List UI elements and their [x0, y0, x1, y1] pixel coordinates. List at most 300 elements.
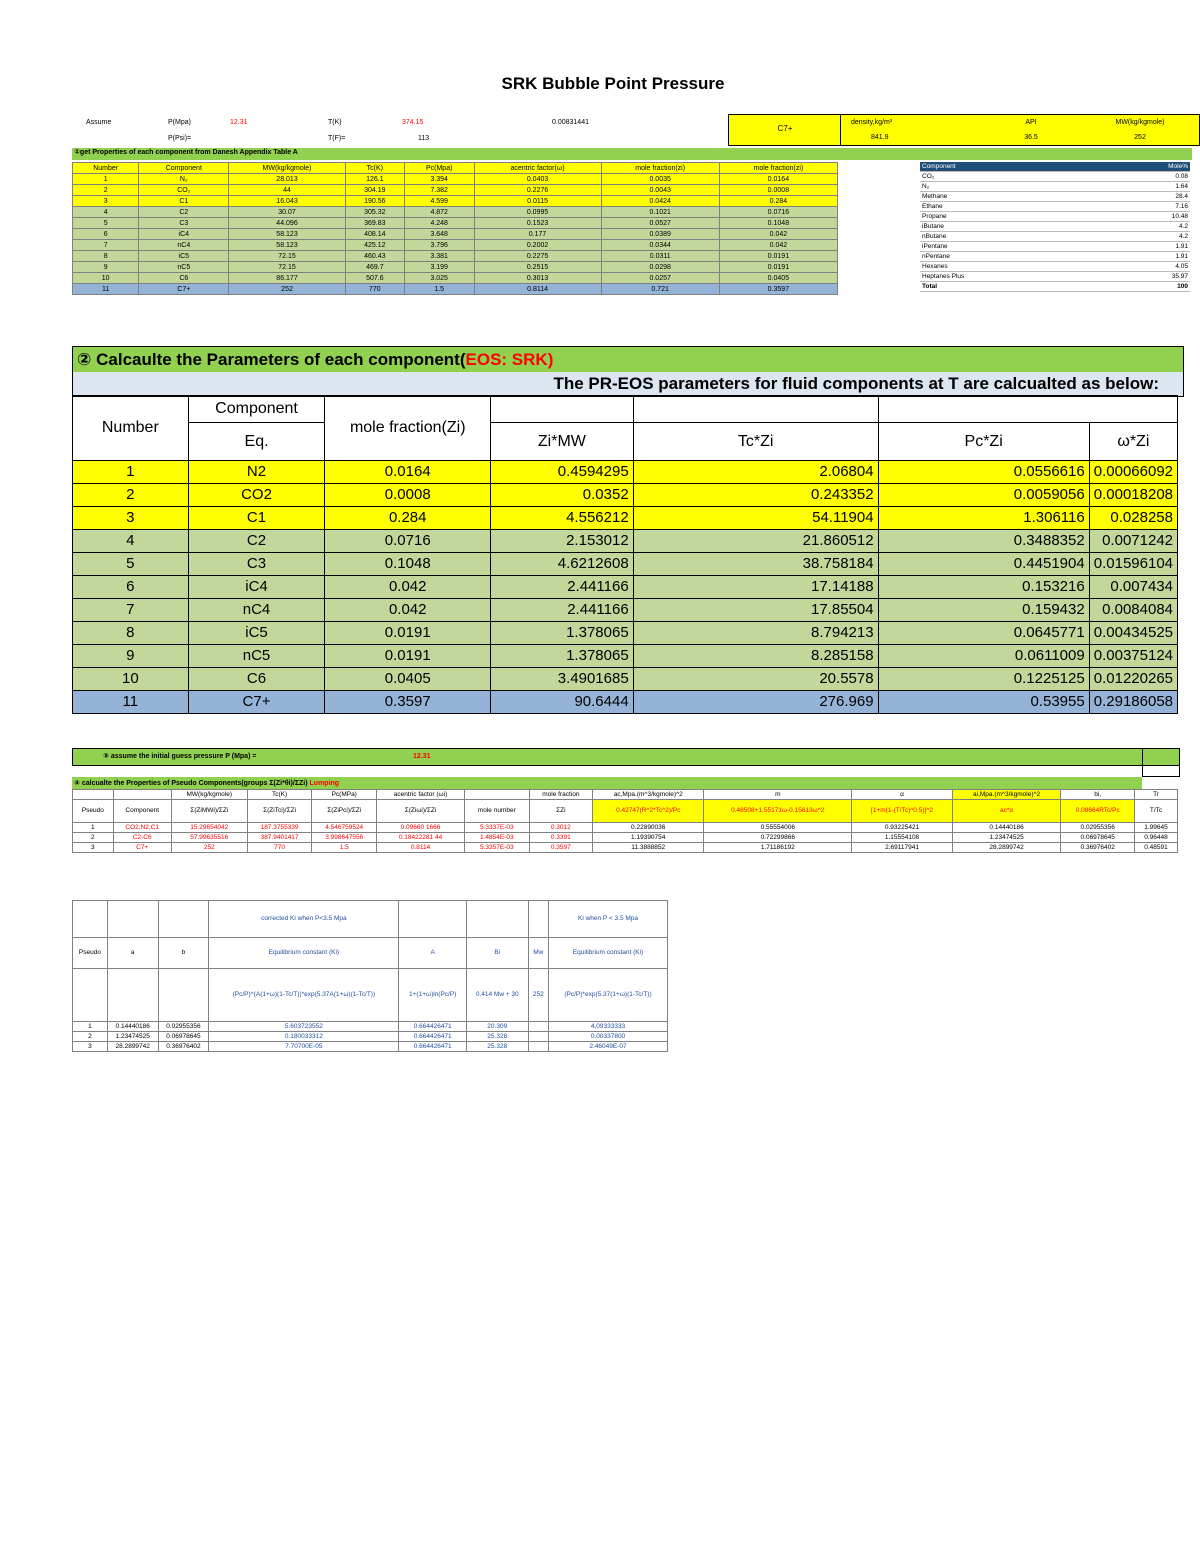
eos-cell: C6 [188, 668, 325, 691]
table-cell: 0.1523 [474, 218, 601, 229]
equilibrium-header-cell [399, 901, 466, 938]
eos-cell: 0.159432 [878, 599, 1089, 622]
composition-cell: Hexanes [920, 262, 1098, 272]
eos-cell: 54.11904 [633, 507, 878, 530]
pseudo-header-cell: m [704, 790, 852, 800]
table-cell: 0.2275 [474, 251, 601, 262]
eos-cell: 0.00066092 [1089, 461, 1177, 484]
equilibrium-cell: 0.36976402 [158, 1042, 209, 1052]
eos-cell: 11 [73, 691, 189, 714]
table-cell: 44.096 [229, 218, 346, 229]
eos-cell: 21.860512 [633, 530, 878, 553]
header-w-zi: ω*Zi [1089, 423, 1177, 461]
composition-cell: nPentane [920, 252, 1098, 262]
composition-cell: Methane [920, 192, 1098, 202]
composition-cell: N₂ [920, 182, 1098, 192]
pseudo-cell: 11.3888852 [593, 843, 704, 853]
mw-value: 252 [1134, 134, 1146, 141]
table-row [73, 218, 838, 229]
eos-cell: 0.0008 [325, 484, 491, 507]
pseudo-header-cell: Tc(K) [247, 790, 312, 800]
equilibrium-header-cell: Mw [528, 938, 548, 969]
equilibrium-cell: 0.14440186 [107, 1022, 158, 1032]
equilibrium-header-cell [528, 901, 548, 938]
density-value: 841.9 [871, 134, 889, 141]
equilibrium-cell: 4.09333333 [549, 1022, 668, 1032]
equilibrium-header-cell [466, 901, 528, 938]
composition-row [920, 232, 1190, 242]
equilibrium-cell: 20.309 [466, 1022, 528, 1032]
table-row [73, 174, 838, 185]
eos-cell: 3.4901685 [491, 668, 634, 691]
equilibrium-cell: 5.603723552 [209, 1022, 399, 1032]
table-cell: 0.042 [719, 240, 837, 251]
table-cell: 0.0008 [719, 185, 837, 196]
table-cell: 9 [73, 262, 139, 273]
pseudo-cell: 28.2899742 [952, 843, 1061, 853]
equilibrium-cell: 2 [73, 1032, 108, 1042]
section-2-title-bar [72, 346, 1184, 374]
eos-cell: 276.969 [633, 691, 878, 714]
pseudo-header-cell: acentric factor (ωi) [377, 790, 465, 800]
equilibrium-cell: 2.46049E-07 [549, 1042, 668, 1052]
pseudo-cell: 0.09660 1666 [377, 823, 465, 833]
table-cell: 0.0389 [601, 229, 719, 240]
composition-row [920, 212, 1190, 222]
eos-row [73, 530, 1178, 553]
header-cell: MW(kg/kgmole) [229, 163, 346, 174]
pseudo-cell: 2 [73, 833, 114, 843]
pseudo-cell: 1.4854E-03 [465, 833, 530, 843]
eos-cell: 0.042 [325, 599, 491, 622]
eos-cell: 8.285158 [633, 645, 878, 668]
mw-label: MW(kg/kgmole) [1115, 119, 1165, 126]
table-cell: 7 [73, 240, 139, 251]
pseudo-cell: 252 [171, 843, 247, 853]
table-cell: C1 [139, 196, 229, 207]
pseudo-header-cell: mole fraction [529, 790, 593, 800]
equilibrium-header-cell: (Pc/P)*exp(5.37(1+ω)(1-Tc/T)) [549, 969, 668, 1022]
equilibrium-cell [528, 1042, 548, 1052]
equilibrium-table [72, 900, 668, 1052]
eos-cell: 0.00018208 [1089, 484, 1177, 507]
pseudo-subheader-cell: Component [113, 800, 171, 823]
composition-row [920, 282, 1190, 292]
pseudo-cell: 0.48591 [1135, 843, 1178, 853]
table-cell: 0.0403 [474, 174, 601, 185]
composition-cell: Propane [920, 212, 1098, 222]
composition-cell: iPentane [920, 242, 1098, 252]
table-cell: 0.0311 [601, 251, 719, 262]
composition-cell: Ethane [920, 202, 1098, 212]
equilibrium-header-row [73, 901, 668, 938]
r-value: 0.00831441 [552, 119, 589, 126]
composition-row [920, 182, 1190, 192]
equilibrium-header-row [73, 969, 668, 1022]
t-k-label: T(K) [328, 119, 342, 126]
table-cell: 0.721 [601, 284, 719, 295]
pseudo-cell: 5.3337E-03 [465, 823, 530, 833]
eos-cell: 7 [73, 599, 189, 622]
table-row [73, 240, 838, 251]
pseudo-cell: 15.29654042 [171, 823, 247, 833]
eos-cell: 6 [73, 576, 189, 599]
eos-cell: 0.243352 [633, 484, 878, 507]
table-cell: CO₂ [139, 185, 229, 196]
equilibrium-header-cell [158, 969, 209, 1022]
equilibrium-header-cell: Bi [466, 938, 528, 969]
eos-cell: iC5 [188, 622, 325, 645]
eos-cell: 4 [73, 530, 189, 553]
pseudo-cell: 1.23474525 [952, 833, 1061, 843]
table-cell: 190.56 [345, 196, 404, 207]
equilibrium-cell: 25.328 [466, 1032, 528, 1042]
table-cell: 369.83 [345, 218, 404, 229]
table-cell: 0.1048 [719, 218, 837, 229]
eos-cell: 0.0352 [491, 484, 634, 507]
pseudo-props-bar [72, 777, 1142, 789]
table-row [73, 185, 838, 196]
pseudo-subheader-cell: 0.48508+1.55171ω-0.15613ω^2 [704, 800, 852, 823]
composition-row [920, 252, 1190, 262]
table-cell: 5 [73, 218, 139, 229]
table-cell: 0.0035 [601, 174, 719, 185]
eos-cell: 0.53955 [878, 691, 1089, 714]
composition-cell: 28.4 [1098, 192, 1190, 202]
pseudo-subheader-cell: Σ(Ziωi)/ΣZi [377, 800, 465, 823]
table-cell: 0.177 [474, 229, 601, 240]
composition-cell: 7.16 [1098, 202, 1190, 212]
equilibrium-header-cell: (Pc/P)^(A(1+ω)(1-Tc/T))*exp(5.37A(1+ω)(1-Tc/T)) [209, 969, 399, 1022]
eos-cell: CO2 [188, 484, 325, 507]
pseudo-header-cell: MW(kg/kgmole) [171, 790, 247, 800]
table-cell: 3.648 [404, 229, 474, 240]
eos-cell: 38.758184 [633, 553, 878, 576]
table-cell: 72.15 [229, 262, 346, 273]
table-cell: 0.0344 [601, 240, 719, 251]
table-cell: 11 [73, 284, 139, 295]
eos-cell: 0.153216 [878, 576, 1089, 599]
equilibrium-header-cell: corrected Ki when P<3.5 Mpa [209, 901, 399, 938]
pseudo-cell: 770 [247, 843, 312, 853]
table-cell: 3.796 [404, 240, 474, 251]
table-cell: 0.0191 [719, 262, 837, 273]
eos-cell: 0.0556616 [878, 461, 1089, 484]
composition-cell: CO₂ [920, 172, 1098, 182]
table-cell: C3 [139, 218, 229, 229]
pseudo-cell: 57.99635516 [171, 833, 247, 843]
eos-cell: C7+ [188, 691, 325, 714]
eos-cell: 0.0059056 [878, 484, 1089, 507]
eos-cell: 0.1048 [325, 553, 491, 576]
table-cell: 0.3013 [474, 273, 601, 284]
eos-cell: 0.0191 [325, 645, 491, 668]
section-2-title-main: ② Calcaulte the Parameters of each component( [77, 350, 466, 369]
header-blank-2 [633, 396, 878, 423]
eos-cell: 0.1225125 [878, 668, 1089, 691]
pseudo-cell: 0.55554006 [704, 823, 852, 833]
table-cell: 0.0995 [474, 207, 601, 218]
eos-cell: 1.378065 [491, 645, 634, 668]
step-1-bar: ①get Properties of each component from Danesh Appendix Table A [72, 148, 1192, 160]
table-cell: 1.5 [404, 284, 474, 295]
composition-row [920, 172, 1190, 182]
table-row [73, 251, 838, 262]
pseudo-header-cell: ac,Mpa.(m^3/kgmole)^2 [593, 790, 704, 800]
eos-row [73, 645, 1178, 668]
pseudo-cell: 0.02955356 [1061, 823, 1135, 833]
table-cell: 3.394 [404, 174, 474, 185]
pseudo-cell: 0.96448 [1135, 833, 1178, 843]
table-cell: 126.1 [345, 174, 404, 185]
composition-row [920, 242, 1190, 252]
table-cell: 460.43 [345, 251, 404, 262]
eos-cell: 1.306116 [878, 507, 1089, 530]
table-cell: C2 [139, 207, 229, 218]
table-cell: 507.6 [345, 273, 404, 284]
eos-cell: iC4 [188, 576, 325, 599]
eos-row [73, 599, 1178, 622]
table-cell: 58.123 [229, 229, 346, 240]
assume-pressure-value: 12.31 [413, 753, 431, 760]
pseudo-subheader-cell: 0.08664RTc/Pc [1061, 800, 1135, 823]
table-cell: 0.0424 [601, 196, 719, 207]
eos-cell: nC5 [188, 645, 325, 668]
equilibrium-row [73, 1022, 668, 1032]
equilibrium-header-cell: a [107, 938, 158, 969]
pseudo-subheader-cell: [1+m(1-(T/Tc)^0.5)]^2 [852, 800, 953, 823]
aux-box [1142, 748, 1180, 777]
eos-row [73, 668, 1178, 691]
pseudo-cell: 3.998647556 [312, 833, 377, 843]
pseudo-cell: 0.8114 [377, 843, 465, 853]
table-cell: 770 [345, 284, 404, 295]
equilibrium-header-cell: 1+(1+ω)ln(Pc/P) [399, 969, 466, 1022]
eos-cell: 0.01220265 [1089, 668, 1177, 691]
table-cell: 425.12 [345, 240, 404, 251]
table-cell: 0.284 [719, 196, 837, 207]
pseudo-cell: 1 [73, 823, 114, 833]
equilibrium-header-cell: Equilibrium constant (Ki) [549, 938, 668, 969]
pseudo-subheader-cell: mole number [465, 800, 530, 823]
eos-cell: 0.00375124 [1089, 645, 1177, 668]
equilibrium-cell [528, 1032, 548, 1042]
equilibrium-cell: 0.664426471 [399, 1022, 466, 1032]
table-cell: 58.123 [229, 240, 346, 251]
table-cell: 72.15 [229, 251, 346, 262]
pseudo-row [73, 833, 1178, 843]
header-blank-3 [878, 396, 1177, 423]
pseudo-cell: 0.22890036 [593, 823, 704, 833]
assume-pressure-bar [72, 748, 1180, 766]
table-cell: nC4 [139, 240, 229, 251]
table-cell: 0.0527 [601, 218, 719, 229]
table-cell: 3.199 [404, 262, 474, 273]
composition-cell: 100 [1098, 282, 1190, 292]
eos-cell: 0.00434525 [1089, 622, 1177, 645]
table-cell: 0.2002 [474, 240, 601, 251]
pseudo-header-cell: Tr [1135, 790, 1178, 800]
eos-cell: C3 [188, 553, 325, 576]
header-cell: Component [139, 163, 229, 174]
equilibrium-header-cell [158, 901, 209, 938]
eos-cell: 0.0405 [325, 668, 491, 691]
equilibrium-header-cell [73, 969, 108, 1022]
table-cell: nC5 [139, 262, 229, 273]
eos-cell: 0.0716 [325, 530, 491, 553]
eos-cell: 17.85504 [633, 599, 878, 622]
pseudo-cell: 2.69117941 [852, 843, 953, 853]
pseudo-cell: 0.36976402 [1061, 843, 1135, 853]
eos-cell: 0.0071242 [1089, 530, 1177, 553]
composition-header-cell: Component [920, 162, 1098, 172]
eos-cell: 0.4451904 [878, 553, 1089, 576]
eos-cell: 2.441166 [491, 599, 634, 622]
table-cell: 3.025 [404, 273, 474, 284]
section-2-subtitle: The PR-EOS parameters for fluid components at T are calcualted as below: [553, 374, 1159, 393]
pseudo-cell: 4.546759524 [312, 823, 377, 833]
table-cell: 469.7 [345, 262, 404, 273]
header-zi-mw: Zi*MW [491, 423, 634, 461]
pseudo-cell: C7+ [113, 843, 171, 853]
equilibrium-header-cell: Ki when P < 3.5 Mpa [549, 901, 668, 938]
table-cell: 0.0164 [719, 174, 837, 185]
table-row [73, 284, 838, 295]
equilibrium-header-cell [73, 901, 108, 938]
eos-cell: 0.0191 [325, 622, 491, 645]
table-row [73, 229, 838, 240]
table-cell: 0.8114 [474, 284, 601, 295]
table-cell: 0.0405 [719, 273, 837, 284]
composition-table [920, 162, 1190, 292]
composition-row [920, 192, 1190, 202]
table-row [73, 196, 838, 207]
eos-cell: 2.153012 [491, 530, 634, 553]
eos-cell: 17.14188 [633, 576, 878, 599]
header-number: Number [73, 396, 189, 461]
pseudo-subheader-cell: ΣZi [529, 800, 593, 823]
pseudo-subheader-cell: Pseudo [73, 800, 114, 823]
pseudo-components-table [72, 789, 1178, 853]
eos-cell: 0.028258 [1089, 507, 1177, 530]
pseudo-subheader-cell: Σ(ZiPci)/ΣZi [312, 800, 377, 823]
c7-label: C7+ [777, 124, 793, 133]
eos-row [73, 461, 1178, 484]
eos-cell: nC4 [188, 599, 325, 622]
pseudo-cell: CO2,N2,C1 [113, 823, 171, 833]
pseudo-cell: 187.3755339 [247, 823, 312, 833]
p-mpa-value: 12.31 [230, 119, 248, 126]
equilibrium-cell: 3 [73, 1042, 108, 1052]
eos-row [73, 622, 1178, 645]
composition-cell: 1.91 [1098, 242, 1190, 252]
pseudo-cell: 387.9401417 [247, 833, 312, 843]
pseudo-row [73, 843, 1178, 853]
t-k-value: 374.15 [402, 119, 424, 126]
equilibrium-cell: 0.664426471 [399, 1032, 466, 1042]
eos-cell: 0.4594295 [491, 461, 634, 484]
pseudo-cell: 5.3357E-03 [465, 843, 530, 853]
eos-cell: C2 [188, 530, 325, 553]
header-cell: Pc(Mpa) [404, 163, 474, 174]
section-2-subtitle-bar [72, 372, 1184, 397]
table-cell: 8 [73, 251, 139, 262]
equilibrium-cell: 28.2899742 [107, 1042, 158, 1052]
component-properties-table [72, 162, 838, 295]
pseudo-header-cell: ai,Mpa.(m^3/kgmole)^2 [952, 790, 1061, 800]
table-cell: 0.0043 [601, 185, 719, 196]
pseudo-subheader-cell: T/Tc [1135, 800, 1178, 823]
equilibrium-cell: 0.00337800 [549, 1032, 668, 1042]
pseudo-cell: 0.18422281 44 [377, 833, 465, 843]
eos-cell: 1 [73, 461, 189, 484]
equilibrium-cell: 0.664426471 [399, 1042, 466, 1052]
header-cell: Tc(K) [345, 163, 404, 174]
eos-cell: 0.01596104 [1089, 553, 1177, 576]
pseudo-row [73, 823, 1178, 833]
table-cell: 30.07 [229, 207, 346, 218]
pseudo-props-text: ④ calcualte the Properties of Pseudo Components(groups Σ(Zi*θi)/ΣZi) [74, 780, 308, 787]
equilibrium-cell [528, 1022, 548, 1032]
table-cell: 305.32 [345, 207, 404, 218]
pseudo-cell: 0.14440186 [952, 823, 1061, 833]
pseudo-cell: 0.3391 [529, 833, 593, 843]
equilibrium-cell: 7.70700E-05 [209, 1042, 399, 1052]
pseudo-header-sub [73, 800, 1178, 823]
eos-cell: N2 [188, 461, 325, 484]
assume-label: Assume [86, 119, 112, 126]
eos-parameters-table [72, 395, 1178, 714]
eos-cell: 20.5578 [633, 668, 878, 691]
eos-cell: 0.3597 [325, 691, 491, 714]
composition-cell: 0.08 [1098, 172, 1190, 182]
section-2-title-eos: EOS: SRK) [465, 350, 554, 369]
table-cell: 0.0716 [719, 207, 837, 218]
table-cell: 4 [73, 207, 139, 218]
table-cell: 0.2276 [474, 185, 601, 196]
blank-cell [113, 790, 171, 800]
eos-cell: 10 [73, 668, 189, 691]
equilibrium-header-cell [107, 901, 158, 938]
pseudo-header-top [73, 790, 1178, 800]
eos-cell: 8 [73, 622, 189, 645]
eos-cell: 5 [73, 553, 189, 576]
table-cell: 4.599 [404, 196, 474, 207]
pseudo-cell: 1.19390754 [593, 833, 704, 843]
equilibrium-cell: 1.23474525 [107, 1032, 158, 1042]
pseudo-cell: 1.5 [312, 843, 377, 853]
composition-row [920, 222, 1190, 232]
eos-cell: 4.556212 [491, 507, 634, 530]
table-cell: iC5 [139, 251, 229, 262]
eos-cell: 2.06804 [633, 461, 878, 484]
eos-cell: 4.6212608 [491, 553, 634, 576]
header-cell: mole fraction(zi) [719, 163, 837, 174]
pseudo-cell: 3 [73, 843, 114, 853]
header-eq: Eq. [188, 423, 325, 461]
table-cell: 1 [73, 174, 139, 185]
pseudo-header-cell: Pc(MPa) [312, 790, 377, 800]
blank-cell [73, 790, 114, 800]
composition-cell: 4.2 [1098, 232, 1190, 242]
table-row [73, 207, 838, 218]
header-tc-zi: Tc*Zi [633, 423, 878, 461]
table-cell: 408.14 [345, 229, 404, 240]
table-cell: 6 [73, 229, 139, 240]
eos-cell: 0.0164 [325, 461, 491, 484]
eos-cell: 2.441166 [491, 576, 634, 599]
p-psi-label: P(Psi)= [168, 135, 192, 142]
